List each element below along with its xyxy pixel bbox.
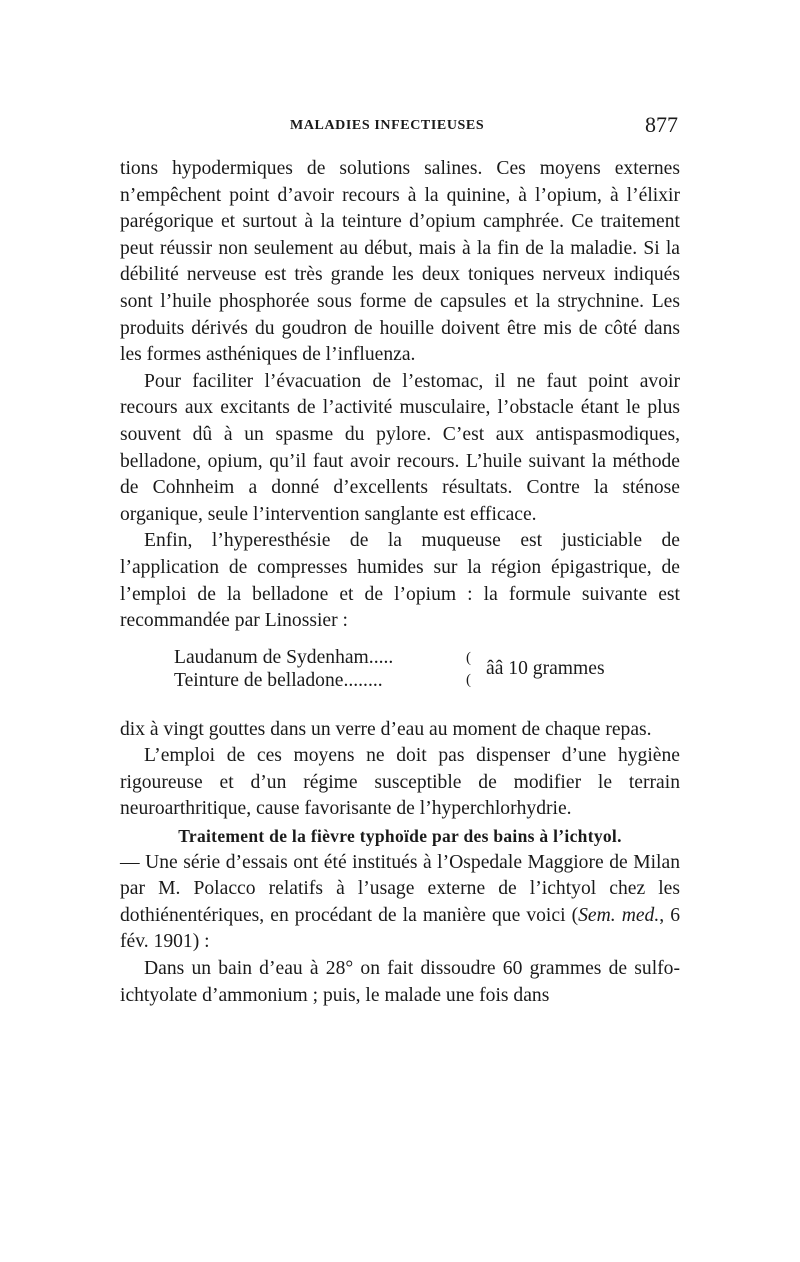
formula-ingredient: Teinture de belladone........ — [174, 669, 383, 691]
brace-top: ( — [466, 649, 471, 666]
text-run: — Une série d’essais ont été institués à l’Ospedale Maggiore de Milan par M. Polacco relatifs à l’usage externe de l’ichtyol chez les dothiénentériques, en procédant de la manière que voici ( — [120, 851, 680, 926]
running-head — [120, 112, 680, 142]
page-number: 877 — [645, 112, 678, 137]
formula-ingredient: Laudanum de Sydenham..... — [174, 646, 394, 668]
paragraph: dix à vingt gouttes dans un verre d’eau au moment de chaque repas. — [120, 718, 652, 740]
running-title: MALADIES INFECTIEUSES — [290, 118, 485, 133]
formula-dose: ââ 10 grammes — [486, 657, 605, 679]
brace-bottom: ( — [466, 671, 471, 688]
paragraph: L’emploi de ces moyens ne doit pas dispenser d’une hygiène rigoureuse et d’un régime susceptible de modifier le terrain neuroarthritique, cause favorisante de l’hyperchlorhydrie. — [120, 745, 680, 820]
paragraph: Enfin, l’hyperesthésie de la muqueuse est justiciable de l’application de compresses humides sur la région épigastrique, de l’emploi de la belladone et de l’opium : la formule suivante est recommandée par Linossier : — [120, 530, 680, 632]
paragraph-continued: tions hypodermiques de solutions salines. Ces moyens externes n’empêchent point d’avoir recours à la quinine, à l’opium, à l’élixir parégorique et surtout à la teinture d’opium camphrée. Ce traitement peut réussir non seulement au début, mais à la fin de la maladie. Si la débilité nerveuse est très grande les deux toniques nerveux indiqués sont l’huile phosphorée sous forme de capsules et la strychnine. Les produits dérivés du goudron de houille doivent être mis de côté dans les formes asthéniques de l’influenza. — [120, 158, 680, 366]
text-run: , 6 fév. 1901) : — [120, 904, 681, 953]
section-title: Traitement de la fièvre typhoïde par des bains à l’ichtyol. — [178, 826, 622, 847]
paragraph: Dans un bain d’eau à 28° on fait dissoudre 60 grammes de sulfo-ichtyolate d’ammonium ; puis, le malade une fois dans — [120, 958, 680, 1006]
brace-mark — [466, 647, 471, 691]
body-text — [120, 156, 680, 1009]
paragraph — [120, 850, 680, 956]
citation-ref: Sem. med. — [578, 904, 660, 926]
paragraph: Pour faciliter l’évacuation de l’estomac, il ne faut point avoir recours aux excitants de l’activité musculaire, l’obstacle étant le plus souvent dû à un spasme du pylore. C’est aux antispasmodiques, belladone, opium, qu’il faut avoir recours. L’huile suivant la méthode de Cohnheim a donné d’excellents résultats. Contre la sténose organique, seule l’intervention sanglante est efficace. — [120, 370, 680, 525]
prescription-formula — [120, 647, 680, 709]
